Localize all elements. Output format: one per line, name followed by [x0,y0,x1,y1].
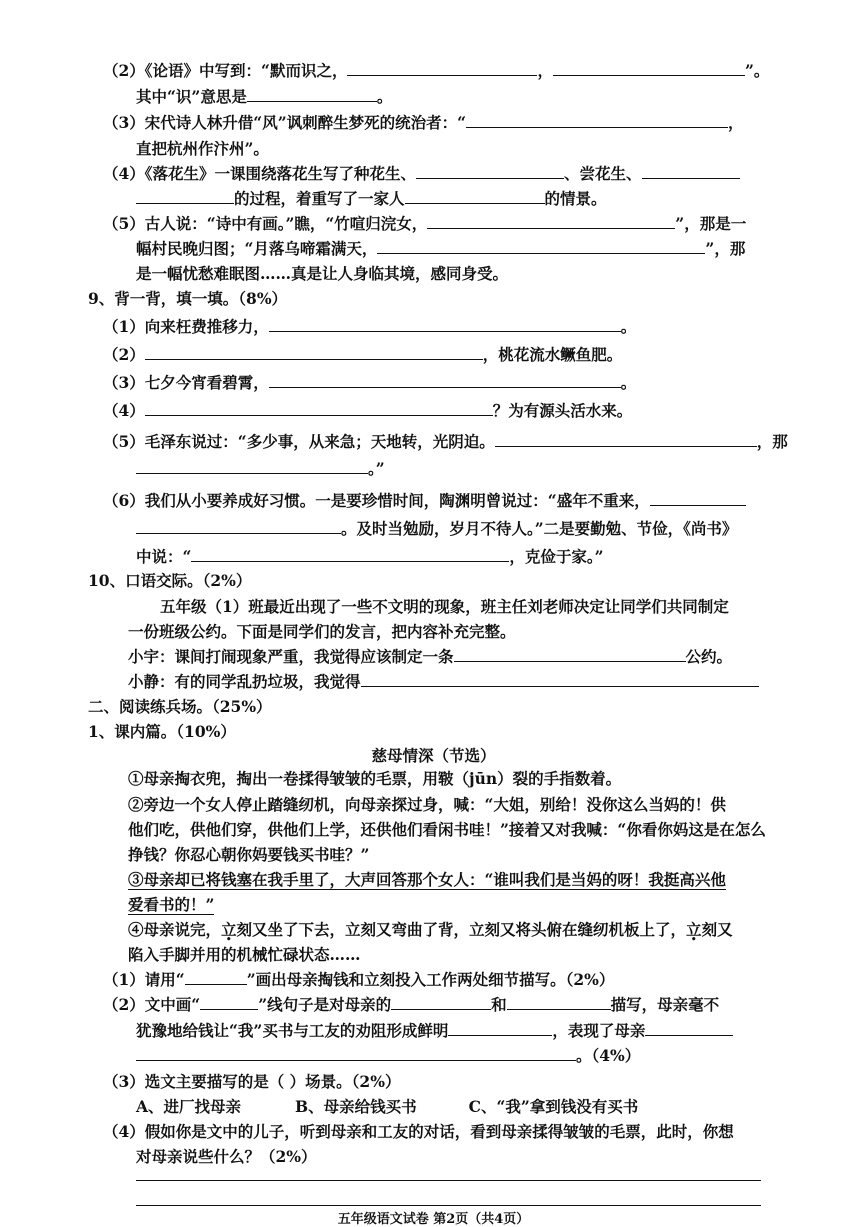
q10-xiaoyu [128,646,732,668]
emphasis-char: 立 [221,920,237,939]
text: 一份班级公约。下面是同学们的发言，把内容补充完整。 [128,622,516,641]
passage-title [0,744,867,766]
text: 五年级（1）班最近出现了一些不文明的现象，班主任刘老师决定让同学们共同制定 [160,597,729,616]
text: 小静：有的同学乱扔垃圾，我觉得 [128,672,361,691]
answer-blank[interactable] [377,238,705,254]
answer-blank[interactable] [191,546,509,562]
q8-item5-line3 [136,263,508,285]
passage-para3-line2 [128,894,214,916]
q9-item1 [103,316,636,338]
text: 。 [620,373,637,392]
text: ”，那是一 [675,214,747,233]
q8-item2-line2 [136,86,392,108]
text: 和 [491,995,507,1014]
q8-item2-line1 [103,60,769,82]
footer-text: 五年级语文试卷 第2页（共4页） [337,1212,530,1227]
q9-item5-line2 [136,458,385,480]
text: 犹豫地给钱让“我”买书与工友的劝阻形成鲜明 [136,1021,449,1040]
text: 、尝花生、 [564,164,642,183]
passage-para1 [128,768,621,790]
q8-item5-line1 [103,213,746,235]
text: 挣钱？你忍心朝你妈要钱买书哇？” [128,845,370,864]
passage-para4-line1 [128,919,733,941]
reading-q1 [103,969,614,991]
text: ②旁边一个女人停止踏缝纫机，向母亲探过身，喊：“大姐，别给！没你这么当妈的！供 [128,795,726,814]
text: 其中“识”意思是 [136,87,247,106]
text: 刻又坐了下去，立刻又弯曲了背，立刻又将头俯在缝纫机板上了， [236,920,687,939]
text: ， [728,113,744,132]
answer-blank[interactable] [448,1020,552,1036]
q9-item3 [103,372,636,394]
answer-blank[interactable] [427,213,675,229]
answer-blank[interactable] [405,188,545,204]
answer-blank[interactable] [136,518,341,534]
q9-heading [88,288,287,310]
q9-item4 [103,400,632,422]
q8-item4-line1 [103,163,740,185]
q9-item6-line2 [136,518,737,540]
q8-item3-line1 [103,112,744,134]
passage-para2-line3 [128,844,369,866]
text: 。 [376,87,393,106]
reading-q3 [103,1071,400,1093]
line-style-sample [185,969,247,985]
text: 描写，母亲毫不 [610,995,720,1014]
text: 是一幅忧愁难眠图……真是让人身临其境，感同身受。 [136,264,509,283]
part2-heading [88,696,272,718]
page-footer [0,1208,867,1227]
answer-blank[interactable] [145,344,483,360]
answer-blank[interactable] [391,994,491,1010]
text: （2）《论语》中写到：“默而识之， [103,61,348,80]
part2-subheading [88,721,236,743]
answer-line[interactable] [136,1180,761,1181]
q9-item6-line1 [103,490,746,512]
text: （6）我们从小要养成好习惯。一是要珍惜时间，陶渊明曾说过：“盛年不重来， [103,491,650,510]
text: （1）请用“ [103,970,185,989]
text: 陷入手脚并用的机械忙碌状态…… [128,945,361,964]
text: 的过程，着重写了一家人 [234,189,405,208]
section-heading: 9、背一背，填一填。（8%） [88,289,288,308]
answer-blank[interactable] [495,431,757,447]
answer-blank[interactable] [507,994,611,1010]
text: （2）文中画“ [103,995,201,1014]
reading-q2-line3 [136,1045,640,1067]
reading-q2-line2 [136,1020,733,1042]
line-style-sample [200,994,258,1010]
passage-para3-line1 [128,869,726,891]
underlined-sentence: 爱看书的！” [128,895,215,914]
text: 。” [368,459,385,478]
text: ④母亲说完， [128,920,222,939]
text: ， [537,61,553,80]
text: ”线句子是对母亲的 [258,995,392,1014]
answer-blank[interactable] [361,671,759,687]
reading-q2-line1 [103,994,719,1016]
reading-q4-line1 [103,1121,734,1143]
text: ，表现了母亲 [552,1021,646,1040]
q10-heading [88,570,251,592]
text: （4）假如你是文中的儿子，听到母亲和工友的对话，看到母亲揉得皱皱的毛票，此时，你想 [103,1122,734,1141]
reading-q3-options [136,1096,638,1118]
emphasis-char: 立 [686,920,702,939]
text: （5）古人说：“诗中有画。”瞧，“竹喧归浣女， [103,214,428,233]
section-heading: 二、阅读练兵场。（25%） [88,697,272,716]
answer-line[interactable] [136,1205,761,1206]
underlined-sentence: ③母亲却已将钱塞在我手里了，大声回答那个女人：“谁叫我们是当妈的呀！我挺高兴他 [128,870,726,889]
q10-para2 [128,621,516,643]
reading-q4-line2 [136,1146,317,1168]
answer-blank[interactable] [247,86,377,102]
answer-blank[interactable] [136,458,368,474]
answer-blank[interactable] [650,490,746,506]
answer-blank[interactable] [136,188,234,204]
section-heading: 10、口语交际。（2%） [88,571,252,590]
text: 刻又 [701,920,733,939]
answer-blank[interactable] [642,163,740,179]
text: （2） [103,345,145,364]
q8-item5-line2 [136,238,745,260]
section-heading: 1、课内篇。（10%） [88,722,236,741]
text: （3）选文主要描写的是（ ）场景。（2%） [103,1072,401,1091]
text: 。 [620,317,637,336]
q10-xiaojing [128,671,759,693]
passage-para4-line2 [128,944,361,966]
text: 。（4%） [576,1046,641,1065]
text: ”。 [744,61,770,80]
text: 的情景。 [544,189,607,208]
text: ，克俭于家。” [509,547,604,566]
q9-item2 [103,344,622,366]
text: 小宇：课间打闹现象严重，我觉得应该制定一条 [128,647,454,666]
passage-para2-line1 [128,794,726,816]
text: ①母亲掏衣兜，掏出一卷揉得皱皱的毛票，用皲（jūn）裂的手指数着。 [128,769,622,788]
text: （3）七夕今宵看碧霄， [103,373,269,392]
text: （1）向来枉费推移力， [103,317,269,336]
q10-para1 [160,596,729,618]
text: 对母亲说些什么？（2%） [136,1147,317,1166]
answer-blank[interactable] [136,1045,576,1061]
answer-blank[interactable] [269,372,621,388]
text: （3）宋代诗人林升借“风”讽刺醉生梦死的统治者：“ [103,113,467,132]
option-b[interactable]: B、母亲给钱买书 [295,1097,417,1116]
text: 慈母情深（节选） [371,746,496,765]
answer-blank[interactable] [269,316,621,332]
text: 。及时当勉励，岁月不待人。”二是要勤勉、节俭，《尚书》 [341,519,738,538]
text: 中说：“ [136,547,192,566]
text: 直把杭州作汴州”。 [136,139,269,158]
text: ？为有源头活水来。 [492,401,633,420]
text: 他们吃，供他们穿，供他们上学，还供他们看闲书哇！”接着又对我喊：“你看你妈这是在怎么 [128,820,766,839]
text: 幅村民晚归图；“月落乌啼霜满天， [136,239,378,258]
option-c[interactable]: C、“我”拿到钱没有买书 [468,1097,639,1116]
answer-blank[interactable] [553,60,745,76]
text: （4）《落花生》一课围绕落花生写了种花生、 [103,164,417,183]
text: （4） [103,401,145,420]
text: 公约。 [685,647,733,666]
answer-blank[interactable] [347,60,537,76]
q8-item3-line2 [136,138,269,160]
answer-blank[interactable] [145,400,493,416]
option-a[interactable]: A、进厂找母亲 [136,1097,242,1116]
answer-blank[interactable] [645,1020,733,1036]
answer-blank[interactable] [454,646,686,662]
text: （5）毛泽东说过：“多少事，从来急；天地转，光阴迫。 [103,432,495,451]
text: ”，那 [705,239,746,258]
text: ，那 [756,432,788,451]
answer-blank[interactable] [466,112,728,128]
q9-item6-line3 [136,546,604,568]
q8-item4-line2 [136,188,607,210]
answer-blank[interactable] [416,163,564,179]
passage-para2-line2 [128,819,766,841]
text: ，桃花流水鳜鱼肥。 [482,345,623,364]
q9-item5-line1 [103,431,788,453]
text: ”画出母亲掏钱和立刻投入工作两处细节描写。（2%） [246,970,615,989]
